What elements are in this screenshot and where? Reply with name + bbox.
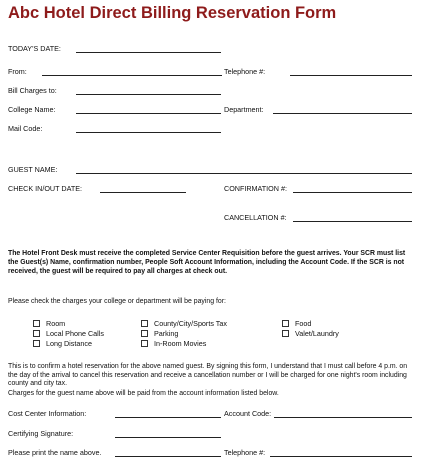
- checkbox-icon[interactable]: [282, 320, 289, 327]
- charge-county-tax-label: County/City/Sports Tax: [154, 319, 227, 328]
- form-title: Abc Hotel Direct Billing Reservation Form: [8, 4, 337, 22]
- check-in-out-label: CHECK IN/OUT DATE:: [8, 184, 83, 193]
- checkbox-icon[interactable]: [282, 330, 289, 337]
- department-label: Department:: [224, 105, 264, 114]
- college-name-field[interactable]: [76, 113, 221, 114]
- bill-charges-label: Bill Charges to:: [8, 86, 57, 95]
- from-field[interactable]: [42, 75, 222, 76]
- guest-name-label: GUEST NAME:: [8, 165, 58, 174]
- checkbox-icon[interactable]: [33, 330, 40, 337]
- todays-date-label: TODAY'S DATE:: [8, 44, 61, 53]
- charge-parking-label: Parking: [154, 329, 179, 338]
- certifying-signature-field[interactable]: [115, 437, 221, 438]
- check-in-out-field[interactable]: [100, 192, 186, 193]
- charges-prompt: Please check the charges your college or department will be paying for:: [8, 298, 226, 305]
- from-label: From:: [8, 67, 27, 76]
- department-field[interactable]: [273, 113, 412, 114]
- print-name-label: Please print the name above.: [8, 448, 102, 457]
- telephone-field[interactable]: [290, 75, 412, 76]
- certifying-signature-label: Certifying Signature:: [8, 429, 74, 438]
- checkbox-icon[interactable]: [141, 340, 148, 347]
- charge-county-tax[interactable]: [141, 319, 227, 328]
- cost-center-field[interactable]: [115, 417, 221, 418]
- todays-date-field[interactable]: [76, 52, 221, 53]
- footer-telephone-label: Telephone #:: [224, 448, 266, 457]
- guest-name-field[interactable]: [76, 173, 412, 174]
- cost-center-label: Cost Center Information:: [8, 409, 87, 418]
- charge-local-phone-label: Local Phone Calls: [46, 329, 104, 338]
- cancellation-field[interactable]: [293, 221, 412, 222]
- checkbox-icon[interactable]: [33, 320, 40, 327]
- charge-long-distance-label: Long Distance: [46, 339, 92, 348]
- checkbox-icon[interactable]: [33, 340, 40, 347]
- bill-charges-field[interactable]: [76, 94, 221, 95]
- charge-parking[interactable]: [141, 329, 178, 338]
- confirm-paragraph: This is to confirm a hotel reservation for the above named guest. By signing this form, I understand that I must call before 4 p.m. on the day of the arrival to cancel this reservation and receive a cancellation number or I will be charged for one night's room including county and city tax.: [8, 363, 408, 388]
- mail-code-field[interactable]: [76, 132, 221, 133]
- notice-paragraph: The Hotel Front Desk must receive the completed Service Center Requisition before the guest arrives. Your SCR must list the Guest(s) Name, confirmation number, People Soft Account Information, including the Account Code. If the SCR is not received, the guest will be required to pay all charges at check out.: [8, 250, 406, 275]
- charge-food-label: Food: [295, 319, 312, 328]
- account-code-label: Account Code:: [224, 409, 272, 418]
- telephone-label: Telephone #:: [224, 67, 266, 76]
- account-code-field[interactable]: [274, 417, 412, 418]
- charge-room-label: Room: [46, 319, 66, 328]
- charge-valet-laundry[interactable]: [282, 329, 339, 338]
- charge-food[interactable]: [282, 319, 311, 328]
- charge-room[interactable]: [33, 319, 65, 328]
- checkbox-icon[interactable]: [141, 330, 148, 337]
- confirmation-label: CONFIRMATION #:: [224, 184, 287, 193]
- charge-valet-laundry-label: Valet/Laundry: [295, 329, 339, 338]
- charges-paid-paragraph: Charges for the guest name above will be paid from the account information listed below.: [8, 390, 279, 397]
- charge-local-phone[interactable]: [33, 329, 104, 338]
- charge-long-distance[interactable]: [33, 339, 92, 348]
- college-name-label: College Name:: [8, 105, 56, 114]
- mail-code-label: Mail Code:: [8, 124, 43, 133]
- charge-in-room-movies-label: In-Room Movies: [154, 339, 207, 348]
- confirmation-field[interactable]: [293, 192, 412, 193]
- cancellation-label: CANCELLATION #:: [224, 213, 287, 222]
- checkbox-icon[interactable]: [141, 320, 148, 327]
- charge-in-room-movies[interactable]: [141, 339, 206, 348]
